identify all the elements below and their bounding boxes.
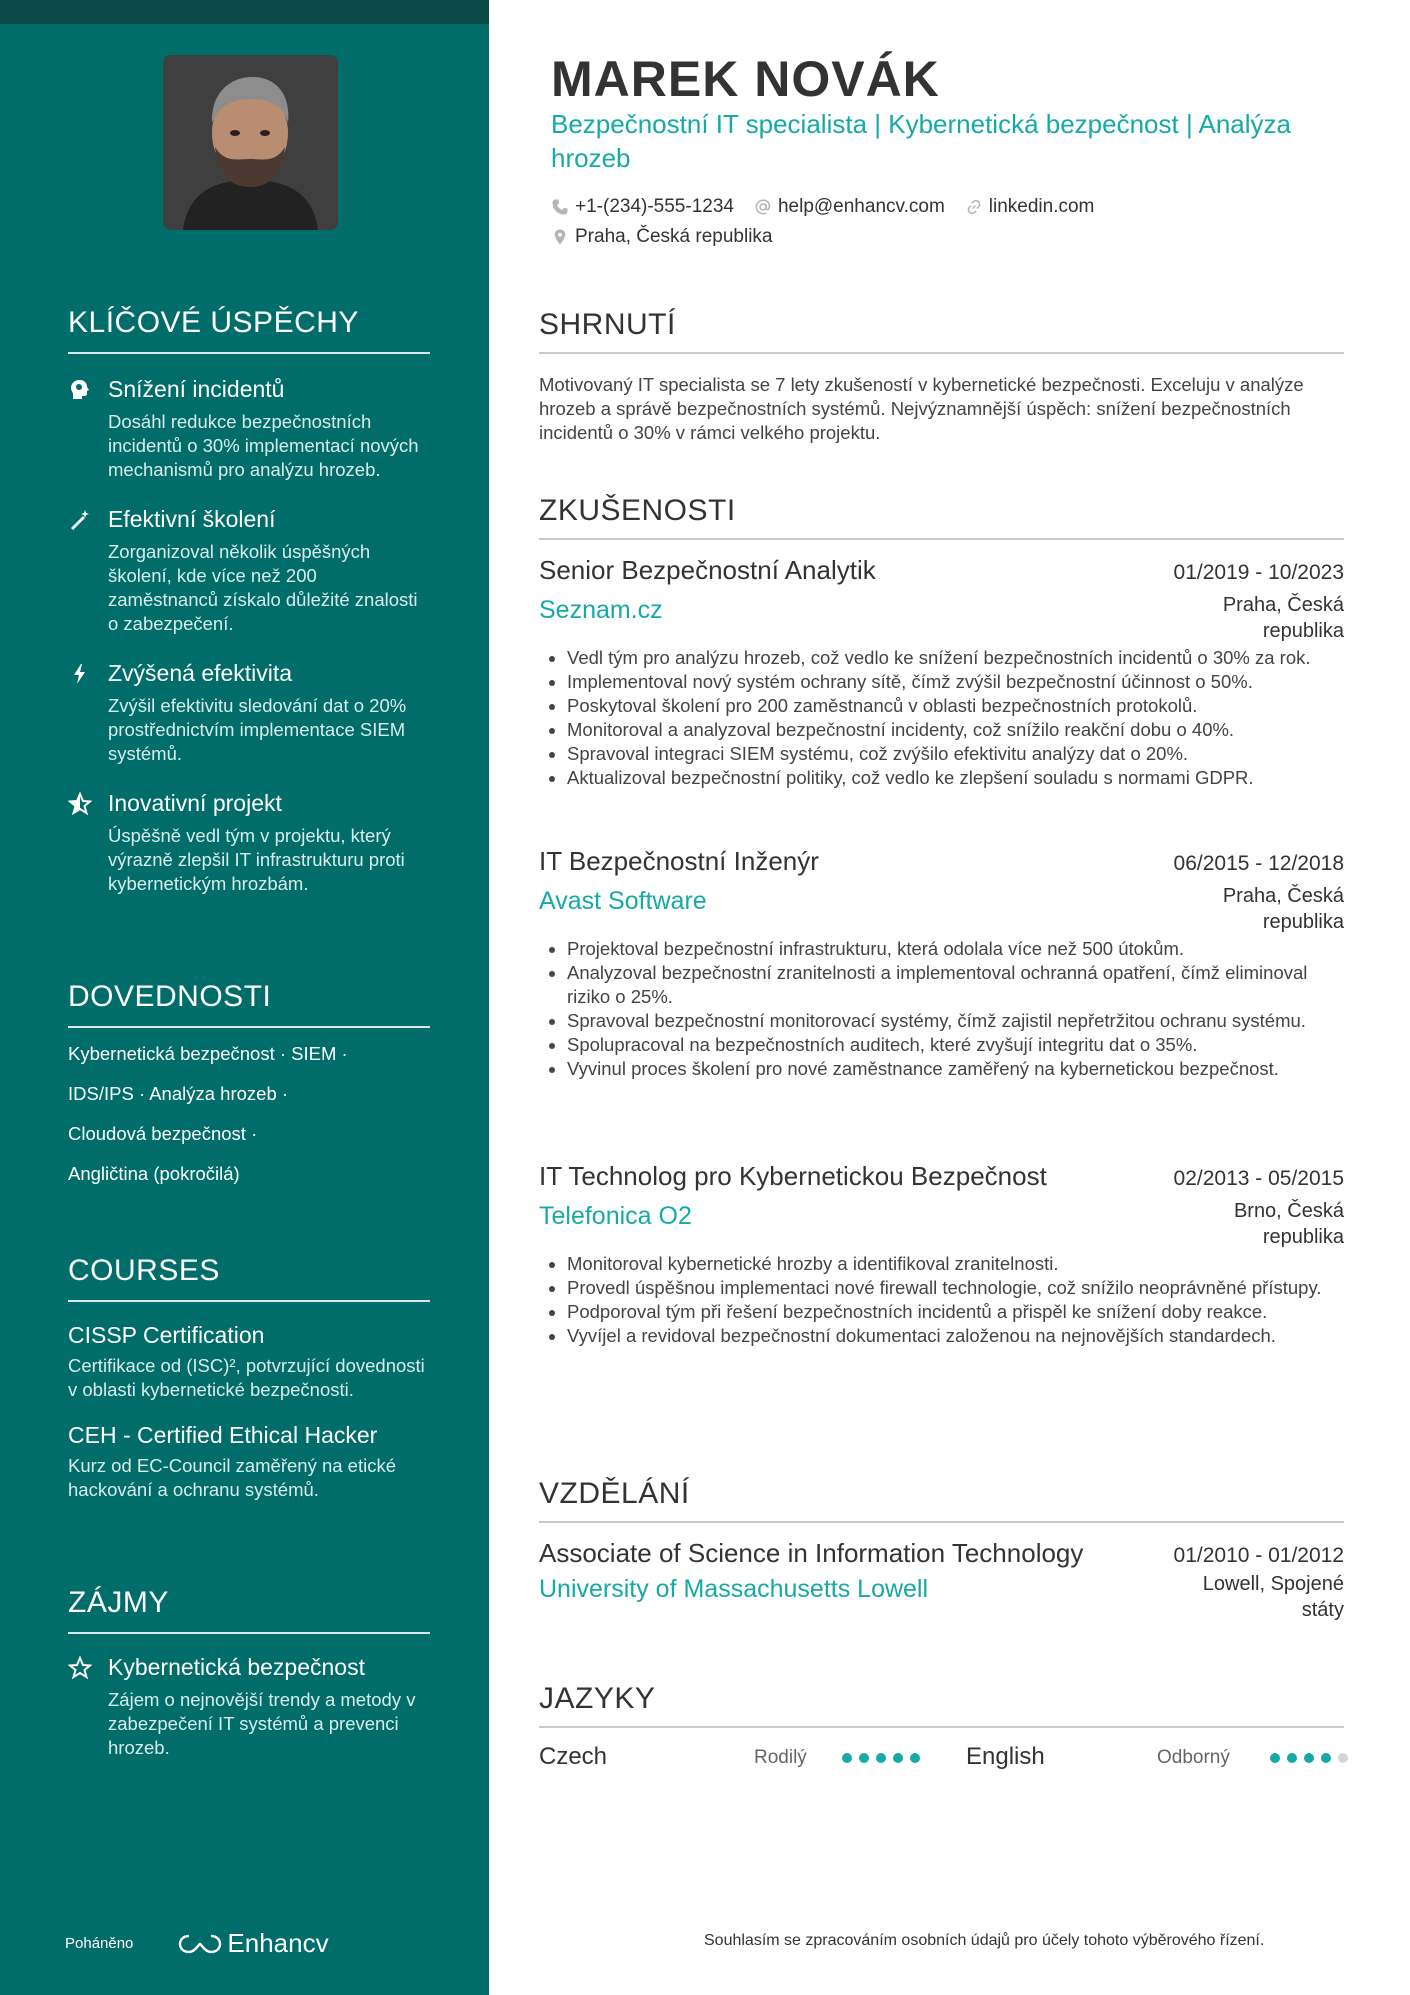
- star-half-icon: [68, 792, 92, 816]
- achievement-title: Snížení incidentů: [108, 376, 285, 402]
- course-title: CEH - Certified Ethical Hacker: [68, 1422, 378, 1448]
- summary-heading: SHRNUTÍ: [539, 308, 1344, 354]
- person-headline: Bezpečnostní IT specialista | Kybernetická bezpečnost | Analýza hrozeb: [551, 109, 1291, 173]
- rating-dot-filled: [1321, 1753, 1331, 1763]
- job-bullets: [539, 937, 1344, 1081]
- contact-location: [551, 226, 773, 248]
- interest-title: Kybernetická bezpečnost: [108, 1654, 365, 1680]
- job-title: Senior Bezpečnostní Analytik: [539, 555, 876, 585]
- job-bullet: • Vyvíjel a revidoval bezpečnostní dokumentaci založenou na nejnovějších standardech.: [567, 1324, 1344, 1348]
- job-bullet: • Spolupracoval na bezpečnostních auditech, které zvyšují integritu dat o 35%.: [567, 1033, 1344, 1057]
- at-sign-icon: [754, 198, 772, 216]
- achievement-desc: Zorganizoval několik úspěšných školení, kde více než 200 zaměstnanců získalo důležité znalosti o zabezpečení.: [108, 541, 418, 634]
- achievement-item: [68, 374, 430, 482]
- skill-line: Cloudová bezpečnost ·: [68, 1123, 258, 1144]
- job-bullet: • Aktualizoval bezpečnostní politiky, což vedlo ke zlepšení souladu s normami GDPR.: [567, 766, 1344, 790]
- achievement-desc: Zvýšil efektivitu sledování dat o 20% prostřednictvím implementace SIEM systémů.: [108, 695, 407, 764]
- contact-linkedin[interactable]: [965, 196, 1095, 218]
- education-degree: Associate of Science in Information Technology: [539, 1538, 1084, 1568]
- courses-heading: COURSES: [68, 1254, 430, 1302]
- achievement-desc: Úspěšně vedl tým v projektu, který výrazně zlepšil IT infrastrukturu proti kybernetickým hrozbám.: [108, 825, 405, 894]
- job-title: IT Bezpečnostní Inženýr: [539, 846, 819, 876]
- achievement-item: [68, 658, 430, 766]
- achievements-section: [68, 306, 430, 896]
- job-company: Seznam.cz: [539, 596, 663, 624]
- rating-dot-filled: [910, 1753, 920, 1763]
- achievement-title: Inovativní projekt: [108, 790, 282, 816]
- link-icon: [965, 198, 983, 216]
- profile-photo: [163, 55, 338, 230]
- magic-wand-icon: [68, 508, 92, 532]
- education-location: Lowell, Spojené státy: [1202, 1573, 1344, 1621]
- phone-text: +1-(234)-555-1234: [575, 196, 734, 217]
- summary-text: Motivovaný IT specialista se 7 lety zkušeností v kybernetické bezpečnosti. Exceluju v analýze hrozeb a správě bezpečnostních systémů. Nejvýznamnější úspěch: snížení bezpečnostních incidentů o 30% v rámci velkého projektu.: [539, 374, 1304, 443]
- job-bullet: • Vedl tým pro analýzu hrozeb, což vedlo ke snížení bezpečnostních incidentů o 30% za rok.: [567, 646, 1344, 670]
- rating-dot-filled: [859, 1753, 869, 1763]
- language-level: Odborný: [1157, 1747, 1230, 1768]
- enhancv-logo[interactable]: [177, 1928, 328, 1959]
- job-bullet: • Spravoval bezpečnostní monitorovací systémy, čímž zajistil nepřetržitou ochranu systému.: [567, 1009, 1344, 1033]
- interests-section: [68, 1586, 430, 1760]
- rating-dot-filled: [893, 1753, 903, 1763]
- interests-heading: ZÁJMY: [68, 1586, 430, 1634]
- achievement-item: [68, 788, 430, 896]
- rating-dot-filled: [1270, 1753, 1280, 1763]
- language-name: Czech: [539, 1743, 608, 1770]
- rating-dot-filled: [1304, 1753, 1314, 1763]
- contact-email[interactable]: [754, 196, 945, 218]
- job-bullet: • Podporoval tým při řešení bezpečnostních incidentů a přispěl ke snížení doby reakce.: [567, 1300, 1344, 1324]
- languages-heading: JAZYKY: [539, 1682, 1344, 1728]
- languages-row: [539, 1743, 1344, 1777]
- head-brain-icon: [68, 378, 92, 402]
- job-date: 06/2015 - 12/2018: [1173, 852, 1344, 875]
- rating-dot-filled: [842, 1753, 852, 1763]
- sidebar: [0, 0, 489, 1995]
- job-location: Brno, Česká republika: [1233, 1200, 1344, 1248]
- education-school: University of Massachusetts Lowell: [539, 1575, 929, 1603]
- enhancv-wordmark: Enhancv: [227, 1928, 329, 1958]
- powered-by-footer: [65, 1928, 329, 1959]
- course-desc: Certifikace od (ISC)², potvrzující dovednosti v oblasti kybernetické bezpečnosti.: [68, 1355, 425, 1400]
- job-bullet: • Implementoval nový systém ochrany sítě, čímž zvýšil bezpečnostní účinnost o 50%.: [567, 670, 1344, 694]
- job-bullet: • Poskytoval školení pro 200 zaměstnanců v oblasti bezpečnostních protokolů.: [567, 694, 1344, 718]
- achievement-item: [68, 504, 430, 636]
- skill-line: Kybernetická bezpečnost · SIEM ·: [68, 1043, 348, 1064]
- enhancv-logo-icon: [177, 1932, 223, 1956]
- location-pin-icon: [551, 228, 569, 246]
- achievements-heading: KLÍČOVÉ ÚSPĚCHY: [68, 306, 430, 354]
- job-title: IT Technolog pro Kybernetickou Bezpečnost: [539, 1161, 1047, 1191]
- job-entry: [539, 555, 1344, 790]
- education-heading: VZDĚLÁNÍ: [539, 1477, 1344, 1523]
- courses-section: [68, 1254, 430, 1502]
- job-date: 02/2013 - 05/2015: [1173, 1167, 1344, 1190]
- skill-line: IDS/IPS · Analýza hrozeb ·: [68, 1083, 289, 1104]
- job-company: Avast Software: [539, 887, 707, 915]
- job-bullet: • Spravoval integraci SIEM systému, což zvýšilo efektivitu analýzy dat o 20%.: [567, 742, 1344, 766]
- achievement-title: Zvýšená efektivita: [108, 660, 293, 686]
- education-entry: [539, 1538, 1344, 1623]
- contact-phone[interactable]: [551, 196, 734, 218]
- skill-line: Angličtina (pokročilá): [68, 1163, 240, 1184]
- rating-dot-filled: [876, 1753, 886, 1763]
- course-title: CISSP Certification: [68, 1322, 265, 1348]
- contact-info: [551, 192, 1114, 252]
- job-bullet: • Vyvinul proces školení pro nové zaměstnance zaměřený na kybernetickou bezpečnost.: [567, 1057, 1344, 1081]
- language-name: English: [966, 1743, 1045, 1770]
- person-name: MAREK NOVÁK: [551, 51, 940, 107]
- job-bullet: • Monitoroval kybernetické hrozby a identifikoval zranitelnosti.: [567, 1252, 1344, 1276]
- phone-icon: [551, 198, 569, 216]
- skills-section: [68, 980, 430, 1186]
- portrait-image: [163, 55, 338, 230]
- language-rating: [1270, 1753, 1355, 1763]
- job-bullet: • Projektoval bezpečnostní infrastrukturu, která odolala více než 500 útokům.: [567, 937, 1344, 961]
- sidebar-top-band: [0, 0, 489, 24]
- achievement-desc: Dosáhl redukce bezpečnostních incidentů o 30% implementací nových mechanismů pro analýzu hrozeb.: [108, 411, 419, 480]
- lightning-icon: [68, 662, 92, 686]
- rating-dot-empty: [1338, 1753, 1348, 1763]
- job-entry: [539, 1161, 1344, 1348]
- email-text: help@enhancv.com: [777, 196, 945, 217]
- skills-heading: DOVEDNOSTI: [68, 980, 430, 1028]
- powered-by-label: Poháněno: [65, 1935, 134, 1952]
- course-desc: Kurz od EC-Council zaměřený na etické hackování a ochranu systémů.: [68, 1455, 397, 1500]
- experience-heading: ZKUŠENOSTI: [539, 494, 1344, 540]
- job-company: Telefonica O2: [539, 1202, 692, 1230]
- linkedin-text: linkedin.com: [988, 196, 1095, 217]
- job-entry: [539, 846, 1344, 1081]
- achievement-title: Efektivní školení: [108, 506, 276, 532]
- job-date: 01/2019 - 10/2023: [1173, 561, 1344, 584]
- language-rating: [842, 1753, 927, 1763]
- rating-dot-filled: [1287, 1753, 1297, 1763]
- location-text: Praha, Česká republika: [575, 226, 773, 247]
- job-bullet: • Provedl úspěšnou implementaci nové firewall technologie, což snížilo neoprávněné přístupy.: [567, 1276, 1344, 1300]
- job-location: Praha, Česká republika: [1222, 594, 1344, 642]
- job-bullets: [539, 1252, 1344, 1348]
- language-level: Rodilý: [754, 1747, 807, 1768]
- education-date: 01/2010 - 01/2012: [1173, 1544, 1344, 1567]
- star-outline-icon: [68, 1656, 92, 1680]
- job-location: Praha, Česká republika: [1222, 885, 1344, 933]
- job-bullet: • Monitoroval a analyzoval bezpečnostní incidenty, což snížilo reakční dobu o 40%.: [567, 718, 1344, 742]
- job-bullets: [539, 646, 1344, 790]
- interest-item: [68, 1652, 430, 1760]
- interest-desc: Zájem o nejnovější trendy a metody v zabezpečení IT systémů a prevenci hrozeb.: [108, 1689, 416, 1758]
- consent-text: Souhlasím se zpracováním osobních údajů pro účely tohoto výběrového řízení.: [704, 1932, 1265, 1949]
- job-bullet: • Analyzoval bezpečnostní zranitelnosti a implementoval ochranná opatření, čímž eliminoval riziko o 25%.: [567, 961, 1344, 1009]
